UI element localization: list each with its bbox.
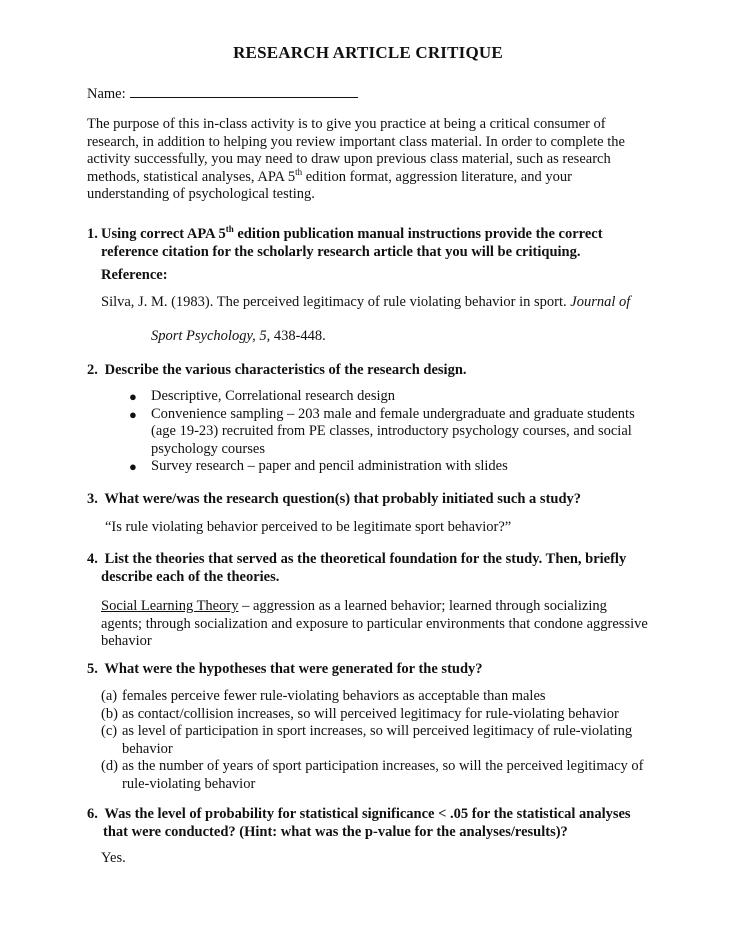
citation-journal-a: Journal of [570, 294, 631, 310]
list-item [101, 723, 651, 758]
question-4-text-a: List the theories that served as the theoretical foundation for the study. Then, briefly [104, 551, 627, 567]
question-4 [87, 551, 647, 586]
question-1-number: 1. [87, 226, 98, 242]
hypotheses-list [101, 688, 651, 793]
list-item-text: Convenience sampling – 203 male and female undergraduate and graduate students (age 19-23) recruited from PE classes, introductory psychology courses, and social psychology courses [151, 405, 635, 457]
question-2-number: 2. [87, 362, 98, 378]
list-item-text: Survey research – paper and pencil administration with slides [151, 458, 508, 474]
question-3-answer: “Is rule violating behavior perceived to be legitimate sport behavior?” [105, 519, 512, 535]
name-label: Name: [87, 86, 126, 102]
question-6-answer: Yes. [101, 850, 126, 866]
intro-paragraph: The purpose of this in-class activity is to give you practice at being a critical consumer of research, in addition to helping you review important class material. In order to complete the activity successfully, you may need to draw upon previous class material, such as research methods, statistical analyses, APA 5th edition format, aggression literature, and your understanding of psychological testing. [87, 116, 625, 202]
reference-label: Reference: [101, 267, 168, 283]
hypothesis-label: (b) [101, 705, 118, 722]
bullet-icon: ● [129, 459, 137, 474]
citation-author-title: Silva, J. M. (1983). The perceived legitimacy of rule violating behavior in sport. [101, 294, 571, 310]
list-item [101, 688, 651, 706]
question-5-number: 5. [87, 661, 98, 677]
hypothesis-label: (c) [101, 723, 118, 739]
hypothesis-text: females perceive fewer rule-violating behaviors as acceptable than males [122, 688, 546, 704]
question-6-number: 6. [87, 806, 98, 822]
page-title: RESEARCH ARTICLE CRITIQUE [233, 43, 503, 62]
question-1-text-c: reference citation for the scholarly research article that you will be critiquing. [101, 243, 581, 260]
question-3 [87, 491, 581, 509]
citation-journal-b: Sport Psychology, 5, [151, 328, 271, 344]
question-3-number: 3. [87, 491, 98, 507]
question-2 [87, 362, 467, 380]
question-6-text-b: that were conducted? (Hint: what was the p-value for the analyses/results)? [103, 823, 568, 840]
question-6-text-a: Was the level of probability for statistical significance < .05 for the statistical analyses [104, 806, 631, 822]
question-1-sup: th [225, 224, 234, 235]
question-5 [87, 661, 483, 679]
theory-description: – aggression as a learned behavior; learned through socializing agents; through socialization and exposure to particular environments that condone aggressive behavior [101, 598, 648, 649]
question-1 [87, 226, 647, 261]
question-6 [87, 806, 647, 841]
list-item-text: Descriptive, Correlational research design [151, 388, 395, 404]
list-item [126, 388, 646, 406]
design-characteristics-list [126, 388, 646, 476]
list-item [126, 458, 646, 476]
reference-citation-line-2 [151, 328, 326, 346]
bullet-icon: ● [129, 389, 137, 404]
hypothesis-label: (d) [101, 758, 118, 774]
list-item [101, 758, 651, 793]
question-1-text-a: Using correct APA 5 [101, 226, 226, 242]
name-field [87, 84, 358, 104]
question-5-text: What were the hypotheses that were generated for the study? [104, 661, 483, 677]
name-blank-line [130, 84, 358, 98]
question-4-text-b: describe each of the theories. [101, 568, 280, 585]
hypothesis-label: (a) [101, 688, 118, 704]
theory-name: Social Learning Theory [101, 598, 239, 614]
intro-sup: th [295, 166, 303, 177]
list-item [101, 706, 651, 724]
question-1-text-b: edition publication manual instructions provide the correct [233, 226, 603, 242]
citation-pages: 438-448. [270, 328, 326, 344]
list-item [126, 406, 646, 459]
hypothesis-text: as level of participation in sport increases, so will perceived legitimacy of rule-violating behavior [122, 723, 633, 757]
question-4-number: 4. [87, 551, 98, 567]
hypothesis-text: as the number of years of sport participation increases, so will the perceived legitimacy of rule-violating behavior [122, 758, 644, 792]
hypothesis-text: as contact/collision increases, so will perceived legitimacy for rule-violating behavior [122, 705, 619, 722]
question-3-text: What were/was the research question(s) that probably initiated such a study? [104, 491, 582, 507]
question-2-text: Describe the various characteristics of the research design. [104, 362, 467, 378]
bullet-icon: ● [129, 406, 137, 422]
question-4-answer [101, 598, 651, 651]
reference-citation-line-1 [101, 294, 630, 312]
